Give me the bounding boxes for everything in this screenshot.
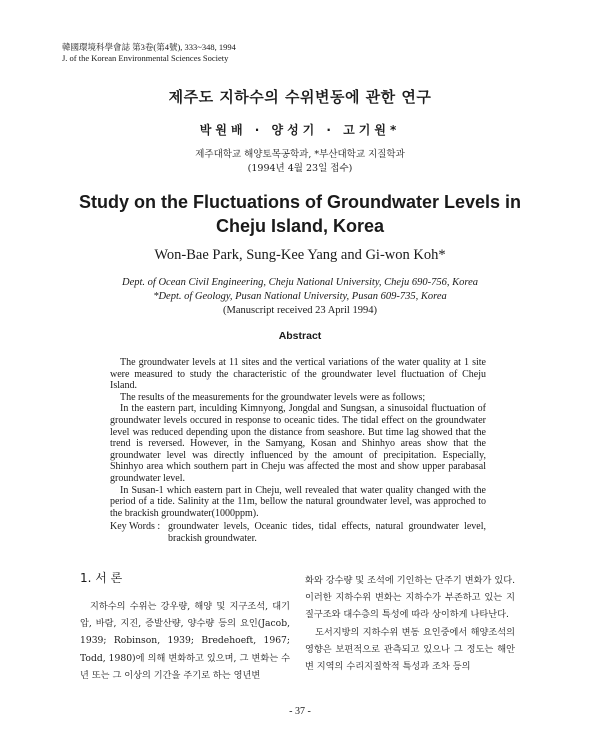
- body-paragraph: 화와 강수량 및 조석에 기인하는 단주기 변화가 있다. 이러한 지하수위 변화는 지하수가 부존하고 있는 지질구조와 대수층의 특성에 따라 상이하게 나타난다.: [305, 575, 515, 621]
- abstract-body: [110, 357, 486, 519]
- english-affiliation-2: *Dept. of Geology, Pusan National University, Pusan 609-735, Korea: [153, 291, 447, 302]
- keywords-text: groundwater levels, Oceanic tides, tidal effects, natural groundwater level, brackish groundwater.: [168, 521, 486, 544]
- english-title-line2: Cheju Island, Korea: [215, 216, 385, 236]
- abstract-heading: Abstract: [278, 330, 322, 342]
- page-number: - 37 -: [289, 706, 311, 717]
- journal-name-english: J. of the Korean Environmental Sciences Society: [62, 53, 229, 63]
- abstract-paragraph-4: In Susan-1 which eastern part in Cheju, well revealed that water quality changed with the period of a tide. Salinity at the 11m, bellow the natural groundwater level, was approched to the brackish groundwater(1000ppm).: [110, 484, 486, 519]
- english-title-line1: Study on the Fluctuations of Groundwater Levels in: [78, 192, 522, 212]
- korean-affiliation-block: [0, 148, 600, 176]
- body-paragraph: 도서지방의 지하수위 변동 요인중에서 해양조석의 영향은 보편적으로 관측되고 있으나 그 정도는 해안변 지역의 수리지질학적 특성과 조차 등의: [305, 626, 515, 673]
- english-authors: Won-Bae Park, Sung-Kee Yang and Gi-won Koh*: [154, 247, 446, 263]
- journal-header: [62, 42, 236, 64]
- korean-title: 제주도 지하수의 수위변동에 관한 연구: [168, 88, 432, 106]
- korean-affiliation: 제주대학교 해양토목공학과, *부산대학교 지질학과: [195, 149, 405, 160]
- english-affiliation-1: Dept. of Ocean Civil Engineering, Cheju National University, Cheju 690-756, Korea: [122, 277, 478, 288]
- english-title: [0, 190, 600, 238]
- section-heading-introduction: 1. 서 론: [80, 571, 123, 585]
- keywords: [110, 521, 486, 544]
- journal-citation-korean: 韓國環境科學會誌 第3卷(第4號), 333~348, 1994: [62, 42, 236, 52]
- korean-authors: 박원배 · 양성기 · 고기원*: [199, 123, 401, 137]
- keywords-label: Key Words :: [110, 521, 161, 532]
- abstract-paragraph-1: The groundwater levels at 11 sites and the vertical variations of the water quality at 1 site were measured to study the characteristic of the groundwater level fluctuation of Cheju Island.: [110, 357, 486, 392]
- english-affiliation-block: [0, 276, 600, 318]
- body-column-left: [80, 598, 290, 684]
- korean-received-date: (1994년 4월 23일 접수): [247, 163, 353, 174]
- english-received-date: (Manuscript received 23 April 1994): [223, 305, 377, 316]
- body-paragraph: 지하수의 수위는 강우량, 해양 및 지구조석, 대기압, 바람, 지진, 증발산량, 양수량 등의 요인(Jacob, 1939; Robinson, 1939; Bredehoeft, 1967; Todd, 1980)에 의해 변화하고 있으며, 그 변화는 수년 또는 그 이상의 기간을 주기로 하는 영년변: [80, 601, 290, 681]
- abstract-paragraph-2: The results of the measurements for the groundwater levels were as follows;: [120, 391, 426, 403]
- body-column-right: [305, 572, 515, 675]
- abstract-paragraph-3: In the eastern part, inculding Kimnyong, Jongdal and Sungsan, a sinusoidal fluctuation of groundwater levels occured in response to oceanic tides. The tidal effect on the groundwater level was reduced depending upon the distance from seashore. But time lag showed that the trend is reversed. However, in the Samyang, Kosan and Shinhyo areas show that the groundwater level was directly influenced by the amount of precipitation. Especially, Shinhyo area which southern part in Cheju was affected the most and show upper parabasal groundwater level.: [110, 403, 486, 484]
